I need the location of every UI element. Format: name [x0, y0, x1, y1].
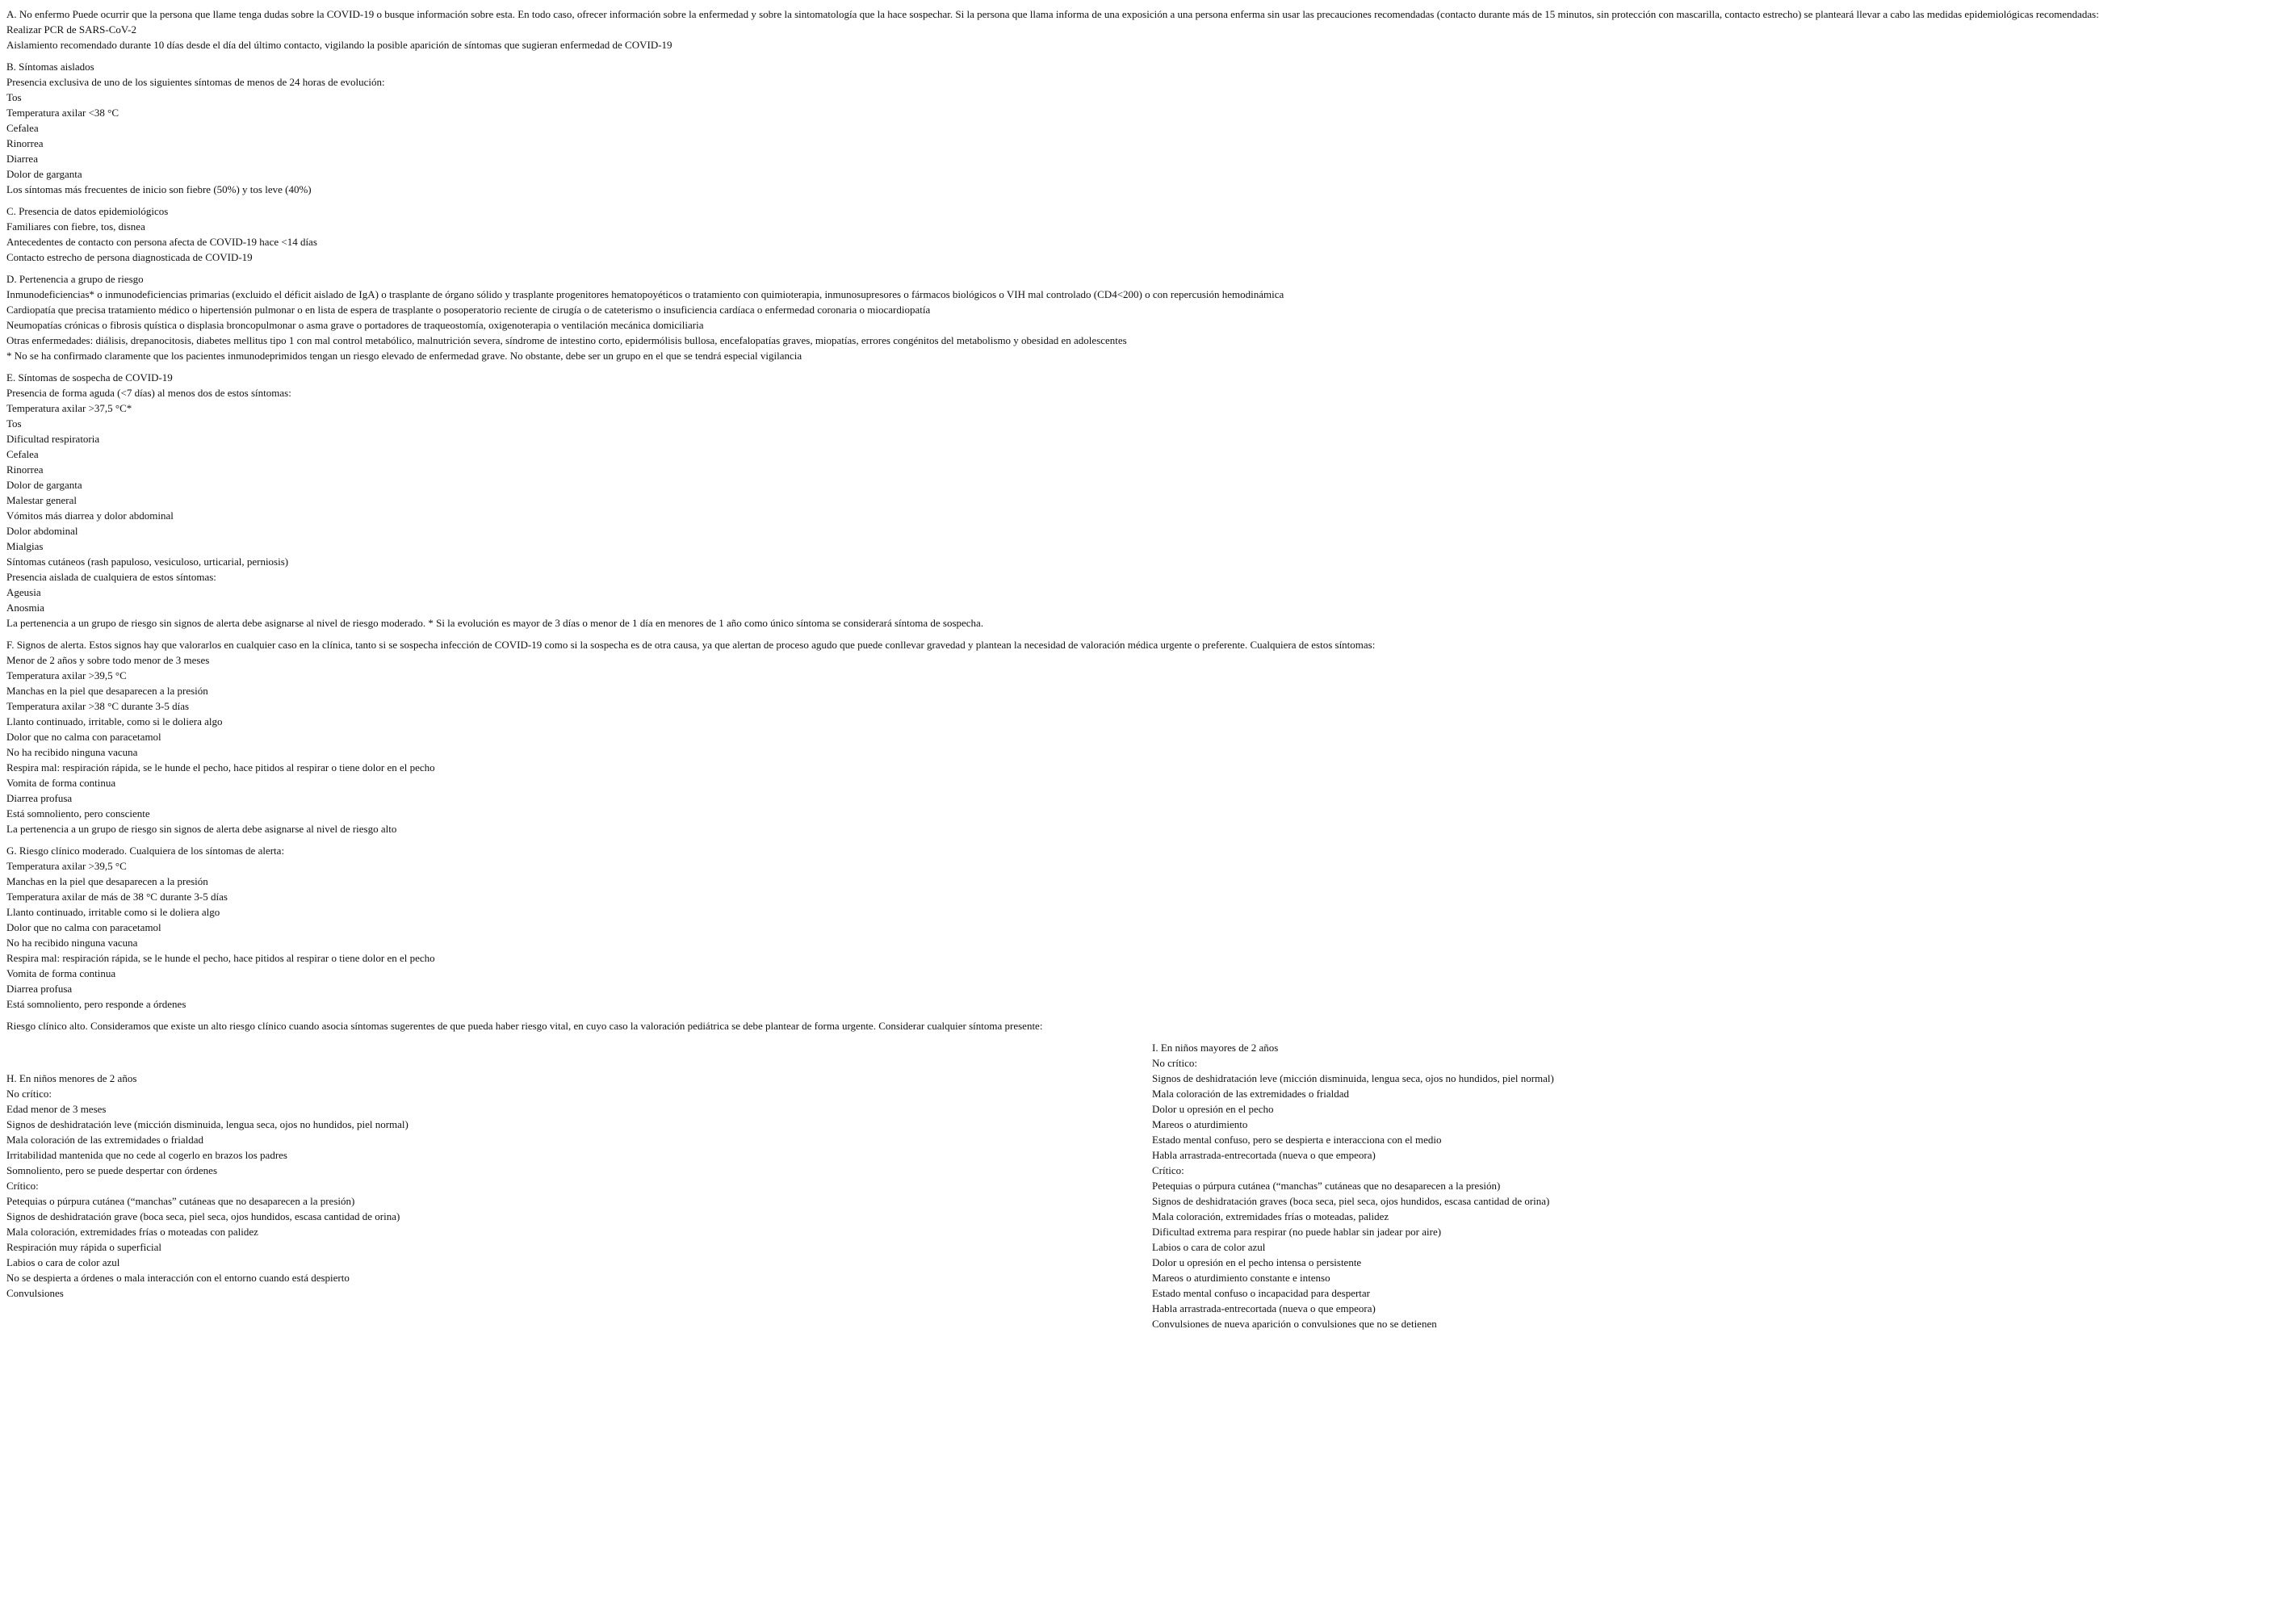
column-line: Signos de deshidratación grave (boca seca, piel seca, ojos hundidos, escasa cantidad de orina): [6, 1210, 400, 1222]
column-line: Signos de deshidratación leve (micción disminuida, lengua seca, ojos no hundidos, piel normal): [6, 1118, 409, 1130]
section-line: Presencia exclusiva de uno de los siguientes síntomas de menos de 24 horas de evolución:: [6, 76, 385, 88]
column-line: Habla arrastrada-entrecortada (nueva o que empeora): [1152, 1149, 1376, 1161]
column-line: Convulsiones de nueva aparición o convulsiones que no se detienen: [1152, 1318, 1437, 1330]
column-line: Convulsiones: [6, 1287, 64, 1299]
section-line: Aislamiento recomendado durante 10 días desde el día del último contacto, vigilando la posible aparición de síntomas que sugieran enfermedad de COVID-19: [6, 39, 672, 51]
column-line: Dificultad extrema para respirar (no puede hablar sin jadear por aire): [1152, 1226, 1442, 1238]
section-line: Llanto continuado, irritable, como si le doliera algo: [6, 715, 223, 727]
column-line: Mareos o aturdimiento: [1152, 1118, 1248, 1130]
column-line: Petequias o púrpura cutánea (“manchas” cutáneas que no desaparecen a la presión): [1152, 1180, 1501, 1192]
section-heading: F. Signos de alerta. Estos signos hay que valorarlos en cualquier caso en la clínica, tanto si se sospecha infección de COVID-19 como si la sospecha es de otra causa, ya que alertan de proceso agudo que puede conllevar gravedad y plantean la necesidad de valoración médica urgente o preferente. Cualquiera de estos síntomas:: [6, 639, 1376, 651]
section-line: Dolor que no calma con paracetamol: [6, 731, 161, 743]
section-line: Dolor abdominal: [6, 525, 78, 537]
column-under-2-years: [6, 1071, 1137, 1301]
column-line: Petequias o púrpura cutánea (“manchas” cutáneas que no desaparecen a la presión): [6, 1195, 355, 1207]
column-line: Mala coloración, extremidades frías o moteadas, palidez: [1152, 1210, 1389, 1222]
section-line: Vómitos más diarrea y dolor abdominal: [6, 509, 174, 522]
column-line: Signos de deshidratación leve (micción disminuida, lengua seca, ojos no hundidos, piel normal): [1152, 1072, 1554, 1084]
column-line: Dolor u opresión en el pecho intensa o persistente: [1152, 1256, 1362, 1268]
section-line: La pertenencia a un grupo de riesgo sin signos de alerta debe asignarse al nivel de riesgo alto: [6, 823, 397, 835]
section-line: No ha recibido ninguna vacuna: [6, 746, 138, 758]
column-heading: I. En niños mayores de 2 años: [1152, 1042, 1279, 1054]
section-heading: C. Presencia de datos epidemiológicos: [6, 205, 169, 217]
section-line: Temperatura axilar >39,5 °C: [6, 669, 127, 681]
column-over-2-years: [1152, 1040, 2282, 1331]
section-line: Temperatura axilar de más de 38 °C durante 3-5 días: [6, 891, 228, 903]
section-line: Mialgias: [6, 540, 44, 552]
section-c: [6, 203, 2290, 265]
section-line: Antecedentes de contacto con persona afecta de COVID-19 hace <14 días: [6, 236, 317, 248]
column-line: No crítico:: [6, 1088, 52, 1100]
section-heading: E. Síntomas de sospecha de COVID-19: [6, 371, 173, 384]
section-line: Tos: [6, 417, 22, 430]
column-line: Signos de deshidratación graves (boca seca, piel seca, ojos hundidos, escasa cantidad de orina): [1152, 1195, 1550, 1207]
column-line: No se despierta a órdenes o mala interacción con el entorno cuando está despierto: [6, 1272, 350, 1284]
section-b: [6, 59, 2290, 197]
section-line: Presencia aislada de cualquiera de estos síntomas:: [6, 571, 216, 583]
column-line: Habla arrastrada-entrecortada (nueva o que empeora): [1152, 1302, 1376, 1314]
section-line: Cardiopatía que precisa tratamiento médico o hipertensión pulmonar o en lista de espera de trasplante o posoperatorio reciente de cirugía o de cateterismo o insuficiencia cardíaca o enfermedad coronaria o miocardiopatía: [6, 304, 931, 316]
section-line: Vomita de forma continua: [6, 967, 116, 979]
column-line: Labios o cara de color azul: [6, 1256, 120, 1268]
section-line: Inmunodeficiencias* o inmunodeficiencias primarias (excluido el déficit aislado de IgA) o trasplante de órgano sólido y trasplante progenitores hematopoyéticos o tratamiento con quimioterapia, inmunosupresores o fármacos biológicos o VIH mal controlado (CD4<200) o con repercusión hemodinámica: [6, 288, 1284, 300]
section-line: Temperatura axilar <38 °C: [6, 107, 119, 119]
column-line: Dolor u opresión en el pecho: [1152, 1103, 1274, 1115]
section-line: Temperatura axilar >37,5 °C*: [6, 402, 132, 414]
column-line: Crítico:: [6, 1180, 39, 1192]
column-line: Somnoliento, pero se puede despertar con órdenes: [6, 1164, 218, 1176]
column-line: Estado mental confuso o incapacidad para despertar: [1152, 1287, 1370, 1299]
column-line: Mala coloración de las extremidades o frialdad: [1152, 1088, 1350, 1100]
column-line: Mala coloración de las extremidades o frialdad: [6, 1134, 204, 1146]
section-line: Diarrea: [6, 153, 38, 165]
section-line: Dificultad respiratoria: [6, 433, 100, 445]
section-heading: G. Riesgo clínico moderado. Cualquiera de los síntomas de alerta:: [6, 845, 285, 857]
section-heading: Riesgo clínico alto. Consideramos que existe un alto riesgo clínico cuando asocia síntomas sugerentes de que pueda haber riesgo vital, en cuyo caso la valoración pediátrica se debe plantear de forma urgente. Considerar cualquier síntoma presente:: [6, 1020, 1043, 1032]
section-line: La pertenencia a un grupo de riesgo sin signos de alerta debe asignarse al nivel de riesgo moderado. * Si la evolución es mayor de 3 días o menor de 1 día en menores de 1 año como único síntoma se considerará síntoma de sospecha.: [6, 617, 984, 629]
column-line: Respiración muy rápida o superficial: [6, 1241, 162, 1253]
section-line: Rinorrea: [6, 137, 44, 149]
section-line: Neumopatías crónicas o fibrosis quística o displasia broncopulmonar o asma grave o portadores de traqueostomía, oxigenoterapia o ventilación mecánica domiciliaria: [6, 319, 704, 331]
section-line: Cefalea: [6, 448, 39, 460]
section-line: Rinorrea: [6, 463, 44, 476]
section-line: Los síntomas más frecuentes de inicio son fiebre (50%) y tos leve (40%): [6, 183, 312, 195]
section-line: Está somnoliento, pero consciente: [6, 807, 150, 820]
section-e: [6, 370, 2290, 631]
high-risk-columns: [6, 1040, 2290, 1363]
section-line: Temperatura axilar >38 °C durante 3-5 días: [6, 700, 190, 712]
section-d: [6, 271, 2290, 363]
section-line: Manchas en la piel que desaparecen a la presión: [6, 685, 208, 697]
section-g: [6, 843, 2290, 1012]
column-line: Irritabilidad mantenida que no cede al cogerlo en brazos los padres: [6, 1149, 287, 1161]
column-line: Crítico:: [1152, 1164, 1184, 1176]
section-line: Realizar PCR de SARS-CoV-2: [6, 23, 136, 36]
column-heading: H. En niños menores de 2 años: [6, 1072, 137, 1084]
section-line: Menor de 2 años y sobre todo menor de 3 meses: [6, 654, 210, 666]
section-line: Tos: [6, 91, 22, 103]
document-page: [6, 6, 2290, 1363]
section-line: Respira mal: respiración rápida, se le hunde el pecho, hace pitidos al respirar o tiene dolor en el pecho: [6, 761, 435, 773]
column-line: Mala coloración, extremidades frías o moteadas con palidez: [6, 1226, 258, 1238]
column-line: No crítico:: [1152, 1057, 1197, 1069]
section-line: Otras enfermedades: diálisis, drepanocitosis, diabetes mellitus tipo 1 con mal control metabólico, malnutrición severa, síndrome de intestino corto, epidermólisis bullosa, encefalopatías graves, miopatías, errores congénitos del metabolismo y obesidad en adolescentes: [6, 334, 1127, 346]
section-a: [6, 6, 2290, 52]
section-line: Dolor de garganta: [6, 479, 82, 491]
column-line: Mareos o aturdimiento constante e intenso: [1152, 1272, 1330, 1284]
section-line: Diarrea profusa: [6, 792, 73, 804]
section-line: Síntomas cutáneos (rash papuloso, vesiculoso, urticarial, perniosis): [6, 555, 289, 568]
section-line: Respira mal: respiración rápida, se le hunde el pecho, hace pitidos al respirar o tiene dolor en el pecho: [6, 952, 435, 964]
document-sections: [6, 6, 2290, 1033]
section-line: No ha recibido ninguna vacuna: [6, 937, 138, 949]
section-line: Temperatura axilar >39,5 °C: [6, 860, 127, 872]
section-line: Dolor que no calma con paracetamol: [6, 921, 161, 933]
section-line: Malestar general: [6, 494, 77, 506]
section-heading: B. Síntomas aislados: [6, 61, 94, 73]
section-line: Llanto continuado, irritable como si le doliera algo: [6, 906, 220, 918]
section-line: Anosmia: [6, 602, 44, 614]
section-line: Presencia de forma aguda (<7 días) al menos dos de estos síntomas:: [6, 387, 291, 399]
section-line: Dolor de garganta: [6, 168, 82, 180]
section-line: Contacto estrecho de persona diagnosticada de COVID-19: [6, 251, 253, 263]
section-line: Vomita de forma continua: [6, 777, 116, 789]
section-line: * No se ha confirmado claramente que los pacientes inmunodeprimidos tengan un riesgo elevado de enfermedad grave. No obstante, debe ser un grupo en el que se tendrá especial vigilancia: [6, 350, 802, 362]
section-high: [6, 1018, 2290, 1033]
section-heading: D. Pertenencia a grupo de riesgo: [6, 273, 144, 285]
section-line: Está somnoliento, pero responde a órdenes: [6, 998, 186, 1010]
section-line: Diarrea profusa: [6, 983, 73, 995]
section-f: [6, 637, 2290, 836]
section-line: Ageusia: [6, 586, 41, 598]
section-line: Manchas en la piel que desaparecen a la presión: [6, 875, 208, 887]
column-line: Edad menor de 3 meses: [6, 1103, 107, 1115]
section-line: Cefalea: [6, 122, 39, 134]
column-line: Labios o cara de color azul: [1152, 1241, 1266, 1253]
section-heading: A. No enfermo Puede ocurrir que la persona que llame tenga dudas sobre la COVID-19 o busque información sobre esta. En todo caso, ofrecer información sobre la enfermedad y sobre la sintomatología que la hace sospechar. Si la persona que llama informa de una exposición a una persona enferma sin usar las precauciones recomendadas (contacto durante más de 15 minutos, sin protección con mascarilla, contacto estrecho) se planteará llevar a cabo las medidas epidemiológicas recomendadas:: [6, 8, 2099, 20]
section-line: Familiares con fiebre, tos, disnea: [6, 220, 145, 233]
column-line: Estado mental confuso, pero se despierta e interacciona con el medio: [1152, 1134, 1442, 1146]
